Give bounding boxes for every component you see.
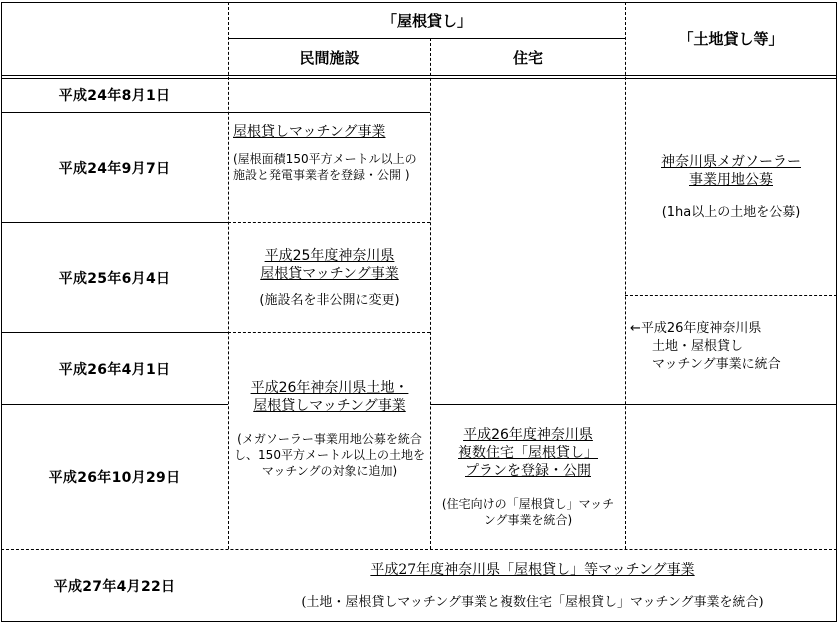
final-entry-2015 <box>229 550 836 621</box>
date-label: 平成24年9月7日 <box>58 160 171 177</box>
housing-2014-note: (住宅向けの「屋根貸し」マッチング事業を統合) <box>441 497 615 527</box>
frame-right <box>836 2 837 622</box>
date-cell-2015-04 <box>1 550 228 621</box>
header-housing <box>431 39 625 75</box>
frame-bottom <box>1 621 837 622</box>
timeline-table <box>1 2 837 622</box>
date-cell-2013-06 <box>1 223 228 332</box>
private-entry-2014 <box>229 333 430 549</box>
header-land-etc <box>626 2 836 75</box>
land-2012-note: (1ha以上の土地を公募) <box>661 204 801 220</box>
private-2012-title: 屋根貸しマッチング事業 <box>233 124 386 140</box>
row-line-land-2 <box>625 404 837 405</box>
land-2014-line3: マッチング事業に統合 <box>652 357 781 372</box>
private-entry-2012 <box>229 113 430 222</box>
header-private-facilities <box>229 39 430 75</box>
private-2013-title-line1: 平成25年度神奈川県 <box>264 247 395 264</box>
private-2013-note: (施設名を非公開に変更) <box>259 292 400 308</box>
housing-2014-title-line3: プランを登録・公開 <box>465 463 591 479</box>
land-entry-2012 <box>626 78 836 295</box>
final-note: (土地・屋根貸しマッチング事業と複数住宅「屋根貸し」マッチング事業を統合) <box>301 594 764 610</box>
date-label: 平成26年4月1日 <box>58 361 171 378</box>
date-label: 平成24年8月1日 <box>58 88 171 104</box>
date-label: 平成27年4月22日 <box>53 578 176 595</box>
private-2014-title-line2: 屋根貸しマッチング事業 <box>253 398 406 414</box>
date-label: 平成25年6月4日 <box>58 270 171 287</box>
date-cell-2012-08 <box>1 78 228 112</box>
date-label: 平成26年10月29日 <box>48 470 181 486</box>
header-roof-group-label: 「屋根貸し」 <box>381 11 472 30</box>
date-cell-2014-04 <box>1 333 228 404</box>
header-land-label: 「土地貸し等」 <box>678 30 784 48</box>
private-2012-note: (屋根面積150平方メートル以上の施設と発電事業者を登録・公開 ) <box>233 152 417 182</box>
final-title: 平成27年度神奈川県「屋根貸し」等マッチング事業 <box>370 561 695 578</box>
housing-2014-title-line2: 複数住宅「屋根貸し」 <box>458 445 598 461</box>
land-entry-2014 <box>626 296 836 404</box>
land-2014-line2: 土地・屋根貸し <box>652 339 744 354</box>
private-2014-note: (メガソーラー事業用地公募を統合し、150平方メートル以上の土地をマッチングの対象に追加) <box>234 432 425 478</box>
land-2012-title-line1: 神奈川県メガソーラー <box>661 153 801 170</box>
housing-2014-title-line1: 平成26年度神奈川県 <box>463 427 593 443</box>
header-roof-group <box>229 2 625 38</box>
private-2013-title-line2: 屋根貸マッチング事業 <box>260 265 399 282</box>
private-entry-2013 <box>229 223 430 332</box>
header-housing-label: 住宅 <box>512 48 543 67</box>
land-2014-line1: ←平成26年度神奈川県 <box>630 321 762 336</box>
land-2012-title-line2: 事業用地公募 <box>689 171 773 188</box>
date-cell-2014-10 <box>1 405 228 549</box>
private-2014-title-line1: 平成26年神奈川県土地・ <box>250 380 409 396</box>
housing-entry-2014 <box>431 405 625 549</box>
date-cell-2012-09 <box>1 113 228 222</box>
header-private-label: 民間施設 <box>299 48 360 67</box>
